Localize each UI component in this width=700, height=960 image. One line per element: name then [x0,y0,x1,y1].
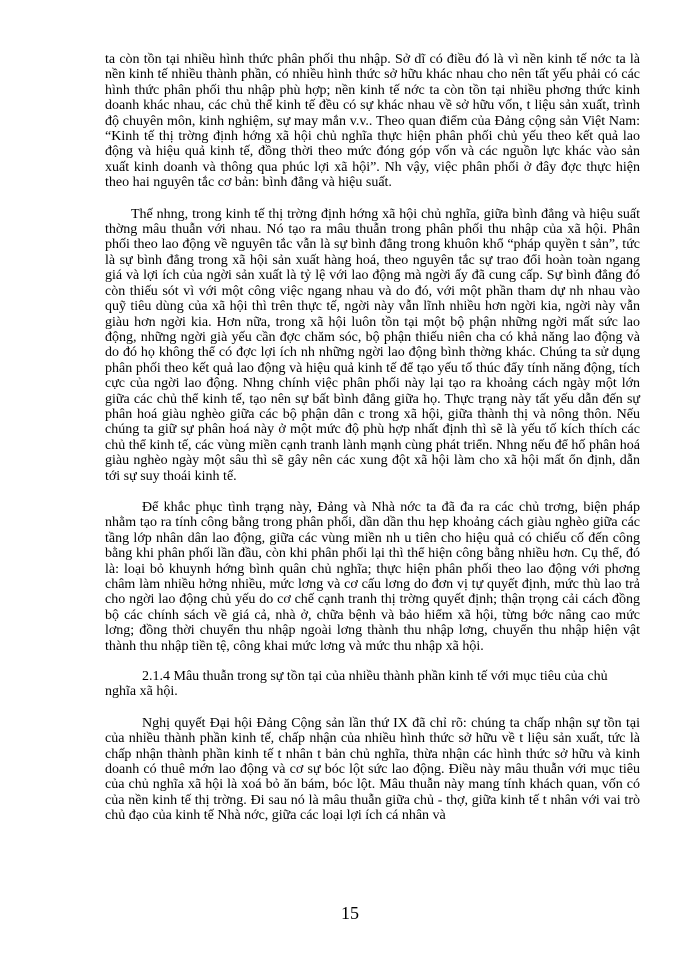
section-heading-2-1-4: 2.1.4 Mâu thuẫn trong sự tồn tại của nhiều thành phần kinh tế với mục tiêu của chủ nghĩa xã hội. [105,669,608,700]
paragraph-remedy-policies: Để khắc phục tình trạng này, Đảng và Nhà nớc ta đã đa ra các chủ trơng, biện pháp nhằm tạo ra tính công bằng trong phân phối, dần dần thu hẹp khoảng cách giàu nghèo giữa các tầng lớp nhân dân lao động, giữa các vùng miền nh u tiên cho hiệu quả có chiếu cố đến công bằng khi phân phối lần đầu, còn khi phân phối lại thì thể hiện công bằng nhiều hơn. Cụ thể, đó là: loại bỏ khuynh hớng bình quân chủ nghĩa; thực hiện phân phối theo lao động với phơng châm làm nhiều hởng nhiều, mức lơng và cơ cấu lơng do đơn vị tự quyết định, mức thù lao trả cho ngời lao động chủ yếu do cơ chế cạnh tranh thị trờng quyết định; thận trọng cải cách đồng bộ các chính sách về giá cả, nhà ở, chữa bệnh và bảo hiểm xã hội, từng bớc nâng cao mức lơng; đồng thời chuyển thu nhập ngoài lơng thành thu nhập lơng, chuyển thu nhập hiện vật thành thu nhập tiền tệ, công khai mức lơng và mức thu nhập xã hội. [105,499,640,654]
page-number: 15 [341,903,359,923]
paragraph-equality-efficiency: Thế nhng, trong kinh tế thị trờng định hớng xã hội chủ nghĩa, giữa bình đẳng và hiệu suất thờng mâu thuẫn với nhau. Nó tạo ra mâu thuẫn trong phân phối thu nhập của xã hội. Phân phối theo lao động về nguyên tắc vẫn là sự bình đẳng trong khuôn khổ “pháp quyền t sản”, tức là sự bình đẳng trong xã hội sản xuất hàng hoá, theo nguyên tắc sự trao đổi hoàn toàn ngang giá và lợi ích của ngời sản xuất là tỷ lệ với lao động mà ngời ấy đã cung cấp. Sự bình đẳng đó còn thiếu sót vì với một công việc ngang nhau và do đó, với một phần tham dự nh nhau vào quỹ tiêu dùng của xã hội thì trên thực tế, ngời này vẫn lĩnh nhiều hơn ngời kia, ngời này vẫn giàu hơn ngời kia. Hơn nữa, trong xã hội luôn tồn tại một bộ phận những ngời mất sức lao động, những ngời già yếu cần đợc chăm sóc, bộ phận thiếu niên cha có khả năng lao động và do đó họ không thể có đợc lợi ích nh những ngời lao động bình thờng khác. Chúng ta sử dụng phân phối theo kết quả lao động và hiệu quả kinh tế để tạo yếu tố thúc đẩy tính năng động, tích cực của ngời lao động. Nhng chính việc phân phối này lại tạo ra khoảng cách ngày một lớn giữa các chủ thể kinh tế, tạo nên sự bất bình đẳng giữa họ. Thực trạng này tất yếu dẫn đến sự phân hoá giàu nghèo giữa các bộ phận dân c trong xã hội, giữa thành thị và nông thôn. Nếu chúng ta giữ sự phân hoá này ở một mức độ phù hợp nhất định thì sẽ là yếu tố kích thích các chủ thể kinh tế, các vùng miền cạnh tranh lành mạnh cùng phát triển. Nhng nếu để hố phân hoá giàu nghèo ngày một sâu thì sẽ gây nên các xung đột xã hội làm cho xã hội mất ổn định, dẫn tới sự suy thoái kinh tế. [105,206,640,484]
document-page [105,52,640,824]
paragraph-congress-resolution: Nghị quyết Đại hội Đảng Cộng sản lần thứ IX đã chỉ rõ: chúng ta chấp nhận sự tồn tại của nhiều thành phần kinh tế, chấp nhận của nhiều hình thức sở hữu về t liệu sản xuất, tức là chấp nhận thành phần kinh tế t nhân t bản chủ nghĩa, thừa nhận các hình thức sở hữu và kinh doanh có thuê mớn lao động và cơ sự bóc lột sức lao động. Điều này mâu thuẫn với mục tiêu của chủ nghĩa xã hội là xoá bỏ ăn bám, bóc lột. Mâu thuẫn này mang tính khách quan, vốn có của nền kinh tế thị trờng. Đi sau nó là mâu thuẫn giữa chủ - thợ, giữa kinh tế t nhân với vai trò chủ đạo của kinh tế Nhà nớc, giữa các loại lợi ích cá nhân và [105,715,640,824]
paragraph-distribution-forms: ta còn tồn tại nhiều hình thức phân phối thu nhập. Sở dĩ có điều đó là vì nền kinh tế nớc ta là nền kinh tế nhiều thành phần, có nhiều hình thức sở hữu khác nhau cho nên tất yếu phải có các hình thức phân phối thu nhập phù hợp; nền kinh tế nớc ta còn tồn tại nhiều phơng thức kinh doanh khác nhau, các chủ thể kinh tế đều có sự khác nhau về sở hữu vốn, t liệu sản xuất, trình độ chuyên môn, kinh nghiệm, sự may mắn v.v.. Theo quan điểm của Đảng cộng sản Việt Nam: “Kinh tế thị trờng định hớng xã hội chủ nghĩa thực hiện phân phối chủ yếu theo kết quả lao động và hiệu quả kinh tế, đồng thời theo mức đóng góp vốn và các nguồn lực khác vào sản xuất kinh doanh và thông qua phúc lợi xã hội”. Nh vậy, việc phân phối ở đây đợc thực hiện theo hai nguyên tắc cơ bản: bình đẳng và hiệu suất. [105,52,640,191]
